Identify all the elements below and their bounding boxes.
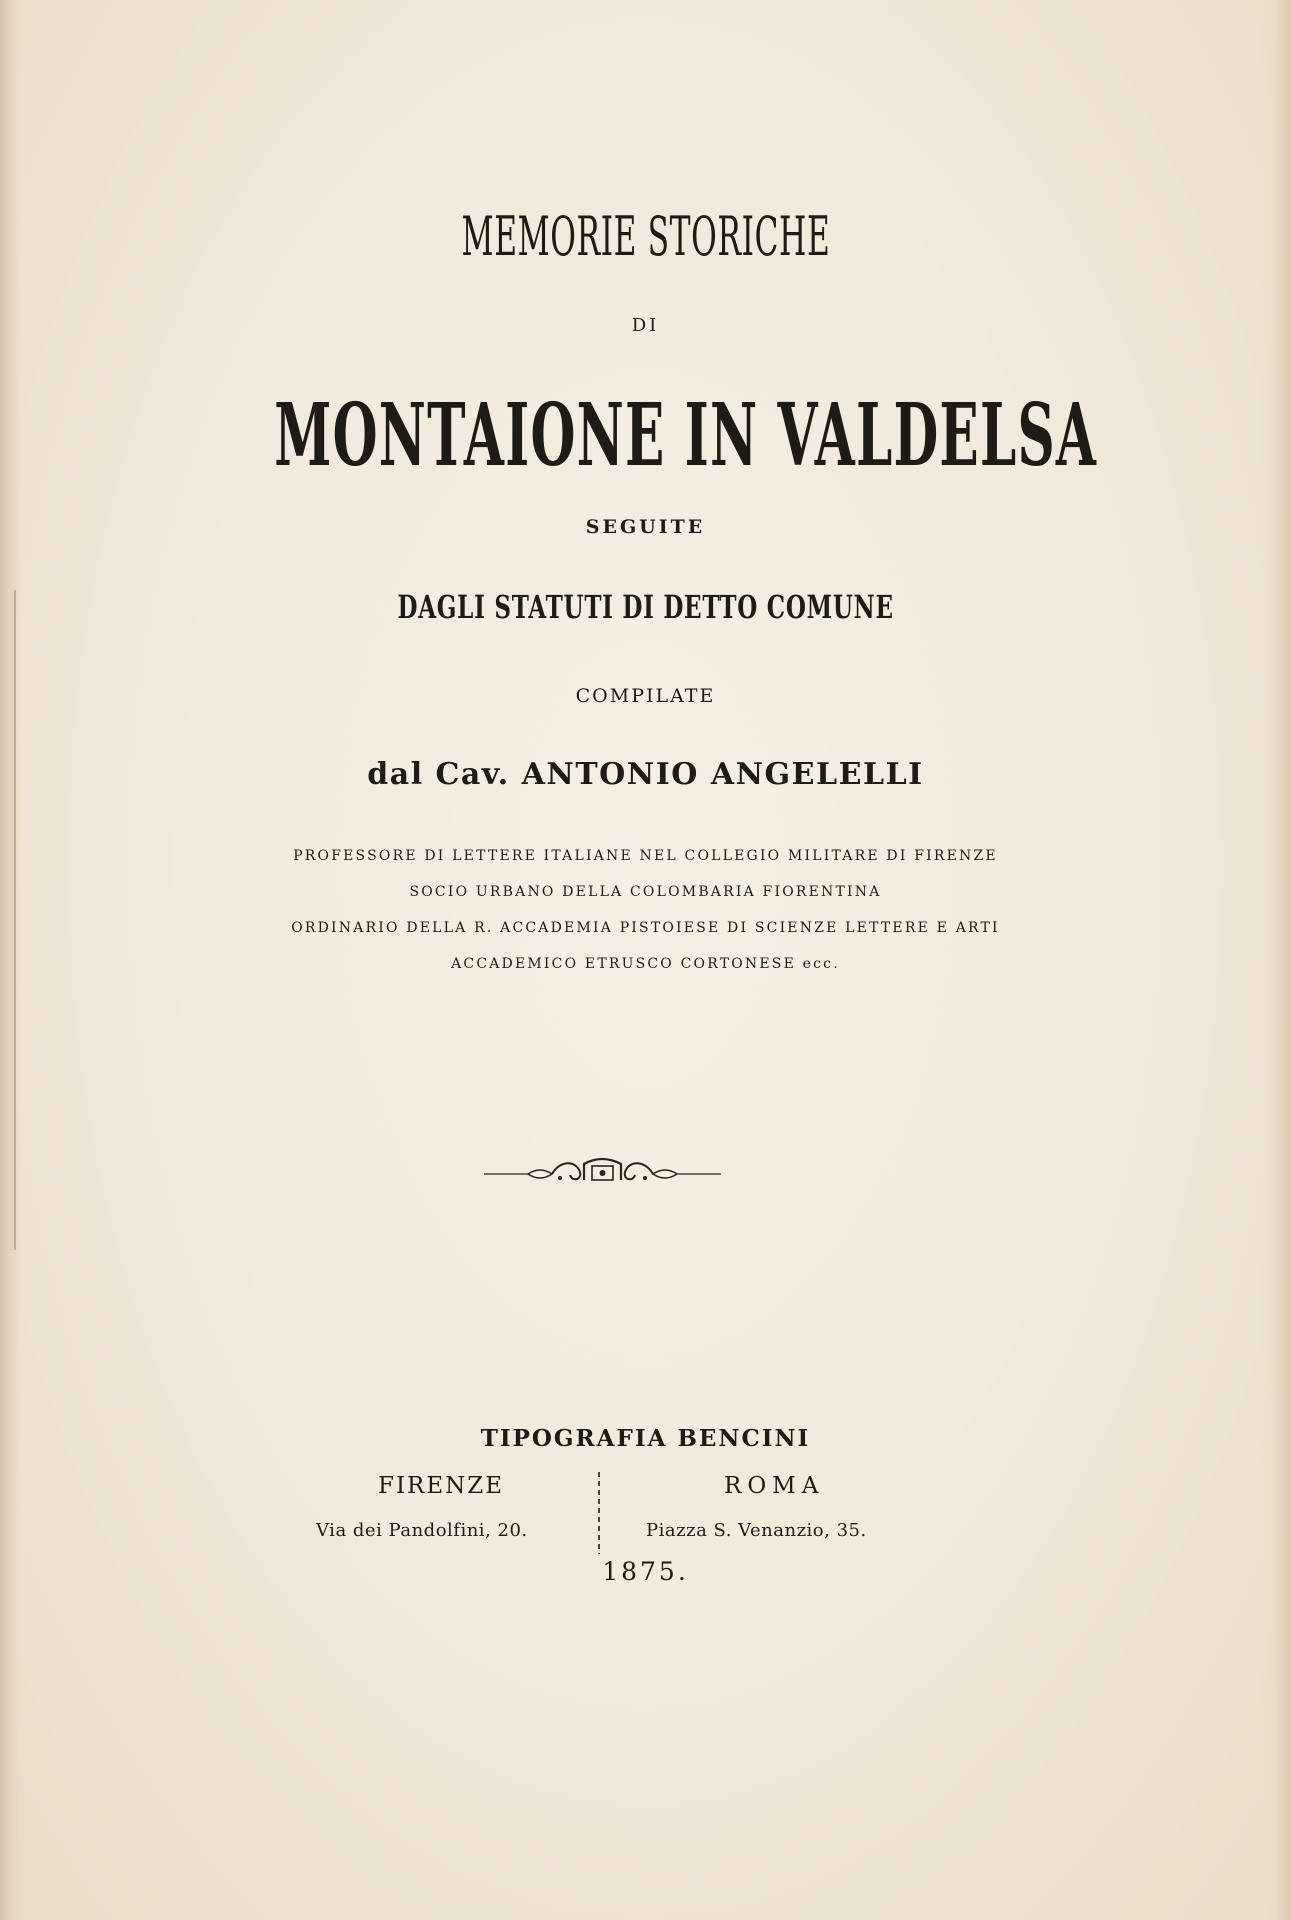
subtitle [0,588,1291,626]
title-memorie-text: MEMORIE STORICHE [461,205,830,268]
credential-line: ACCADEMICO ETRUSCO CORTONESE ecc. [451,956,840,972]
imprint-address-roma: Piazza S. Venanzio, 35. [646,1520,867,1541]
credential-line: SOCIO URBANO DELLA COLOMBARIA FIORENTINA [409,884,882,900]
printer-name: TIPOGRAFIA BENCINI [480,1425,811,1452]
publication-year: 1875. [602,1557,689,1586]
author-line: dal Cav. ANTONIO ANGELELLI [367,757,924,792]
title-line-memorie [0,205,1291,268]
credential-line: PROFESSORE DI LETTERE ITALIANE NEL COLLEGIO MILITARE DI FIRENZE [293,848,998,864]
imprint-divider [598,1472,600,1554]
main-title-text: MONTAIONE IN VALDELSA [274,385,1098,486]
imprint-address-firenze: Via dei Pandolfini, 20. [316,1520,528,1541]
subtitle-text: DAGLI STATUTI DI DETTO COMUNE [397,588,894,626]
credential-line: ORDINARIO DELLA R. ACCADEMIA PISTOIESE DI SCIENZE LETTERE E ARTI [291,920,1000,936]
title-line-compilate: COMPILATE [575,685,716,707]
imprint-city-firenze: FIRENZE [378,1473,505,1499]
main-title [0,385,1291,486]
imprint-city-roma: ROMA [724,1473,825,1499]
title-line-di: DI [631,315,660,336]
title-line-seguite: SEGUITE [585,516,706,538]
ornament-icon [480,1150,725,1190]
